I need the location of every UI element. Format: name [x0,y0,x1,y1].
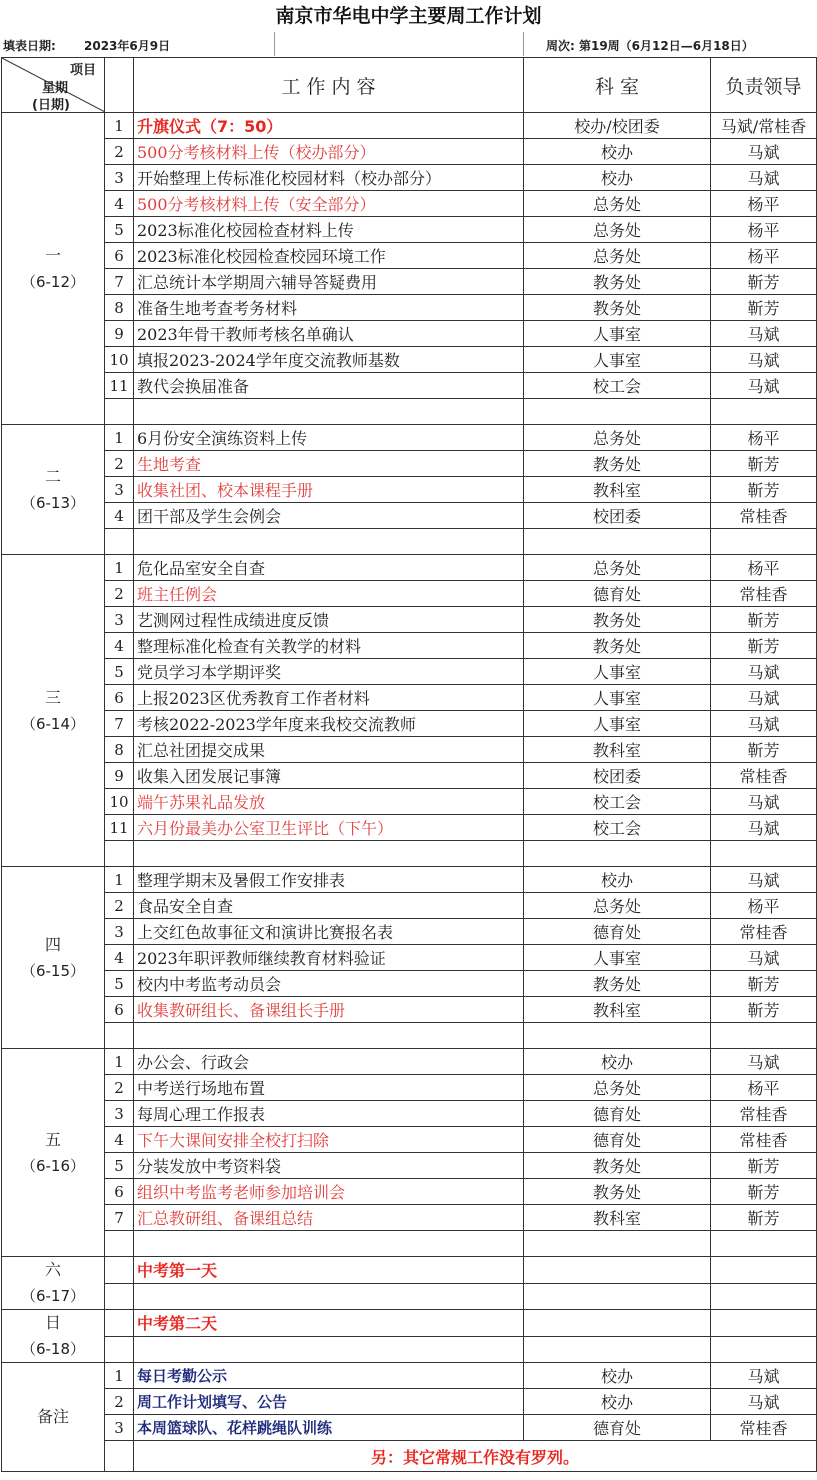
note-row [2,1363,817,1389]
header-row [2,58,817,113]
task-row [2,1049,817,1075]
task-number: 2 [105,139,134,165]
blank-row [2,1023,817,1049]
task-row [2,347,817,373]
task-number: 4 [105,1127,134,1153]
task-row [2,581,817,607]
task-content: 汇总教研组、备课组总结 [134,1205,524,1231]
info-divider [523,32,524,56]
task-dept: 教务处 [524,295,711,321]
task-row [2,945,817,971]
task-content: 收集教研组长、备课组长手册 [134,997,524,1023]
task-dept: 总务处 [524,893,711,919]
task-leader: 马斌 [711,815,817,841]
task-leader: 靳芳 [711,633,817,659]
task-row [2,919,817,945]
task-content: 500分考核材料上传（安全部分） [134,191,524,217]
task-row [2,1205,817,1231]
task-leader: 马斌 [711,373,817,399]
task-dept: 人事室 [524,685,711,711]
task-content: 办公会、行政会 [134,1049,524,1075]
task-number: 6 [105,997,134,1023]
day-date: （6-16） [20,1156,86,1175]
task-content: 校内中考监考动员会 [134,971,524,997]
task-number: 4 [105,191,134,217]
empty-cell [711,1283,817,1310]
task-number: 2 [105,451,134,477]
task-leader: 杨平 [711,191,817,217]
task-content: 食品安全自查 [134,893,524,919]
task-number: 1 [105,867,134,893]
day-date: （6-13） [20,493,86,512]
empty-cell [105,399,134,425]
task-leader: 杨平 [711,555,817,581]
task-row [2,477,817,503]
task-number: 9 [105,321,134,347]
task-dept: 校团委 [524,763,711,789]
footer-note: 另：其它常规工作没有罗列。 [134,1441,817,1472]
task-leader: 马斌 [711,867,817,893]
note-dept: 德育处 [524,1415,711,1441]
task-row [2,295,817,321]
task-row [2,971,817,997]
task-number: 5 [105,1153,134,1179]
weekend-task: 中考第二天 [134,1310,524,1337]
task-content: 考核2022-2023学年度来我校交流教师 [134,711,524,737]
task-row [2,685,817,711]
task-dept: 教科室 [524,737,711,763]
task-content: 教代会换届准备 [134,373,524,399]
task-row [2,1153,817,1179]
day-cell [2,555,105,867]
task-number: 2 [105,1075,134,1101]
empty-cell [711,529,817,555]
task-number: 5 [105,217,134,243]
corner-label-weekday: 星期 [42,81,69,96]
task-number: 6 [105,243,134,269]
task-content: 下午大课间安排全校打扫除 [134,1127,524,1153]
note-leader: 马斌 [711,1389,817,1415]
task-content: 分装发放中考资料袋 [134,1153,524,1179]
task-row [2,1179,817,1205]
task-content: 党员学习本学期评奖 [134,659,524,685]
task-row [2,269,817,295]
task-dept: 校工会 [524,373,711,399]
task-dept: 校办 [524,139,711,165]
task-dept: 教务处 [524,1153,711,1179]
header-dept: 科 室 [524,58,711,113]
note-leader: 马斌 [711,1363,817,1389]
blank-row [2,529,817,555]
day-cell [2,1257,105,1310]
task-dept: 德育处 [524,1101,711,1127]
task-content: 每周心理工作报表 [134,1101,524,1127]
weekend-task: 中考第一天 [134,1257,524,1284]
task-number: 2 [105,581,134,607]
task-row [2,737,817,763]
day-name: 四 [44,934,61,954]
task-dept: 德育处 [524,1127,711,1153]
task-dept: 校工会 [524,789,711,815]
header-corner-cell [2,58,105,113]
task-dept: 教务处 [524,451,711,477]
blank-row [2,1231,817,1257]
task-dept: 总务处 [524,217,711,243]
day-date: （6-12） [20,272,86,291]
task-leader: 马斌 [711,347,817,373]
task-row [2,607,817,633]
task-content: 收集社团、校本课程手册 [134,477,524,503]
task-row [2,633,817,659]
empty-cell [524,1023,711,1049]
empty-cell [524,529,711,555]
empty-cell [105,1336,134,1363]
task-content: 上报2023区优秀教育工作者材料 [134,685,524,711]
task-leader: 马斌 [711,1049,817,1075]
task-number: 5 [105,971,134,997]
empty-cell [524,1336,711,1363]
day-cell [2,867,105,1049]
task-leader: 靳芳 [711,997,817,1023]
task-row [2,659,817,685]
notes-label: 备注 [2,1363,105,1472]
weekend-row [2,1310,817,1337]
task-row [2,217,817,243]
task-number: 1 [105,555,134,581]
note-number: 2 [105,1389,134,1415]
task-number: 11 [105,373,134,399]
empty-cell [134,1283,524,1310]
task-content: 汇总社团提交成果 [134,737,524,763]
day-name: 二 [44,466,61,486]
task-row [2,555,817,581]
task-leader: 常桂香 [711,1101,817,1127]
task-row [2,113,817,139]
task-leader: 靳芳 [711,737,817,763]
task-dept: 教科室 [524,997,711,1023]
task-leader: 常桂香 [711,919,817,945]
task-content: 收集入团发展记事簿 [134,763,524,789]
task-number: 3 [105,607,134,633]
note-number: 1 [105,1363,134,1389]
task-row [2,321,817,347]
empty-cell [105,1023,134,1049]
task-number: 1 [105,425,134,451]
task-leader: 杨平 [711,217,817,243]
blank-row [2,1283,817,1310]
empty-cell [711,841,817,867]
task-row [2,893,817,919]
note-row [2,1415,817,1441]
task-dept: 总务处 [524,555,711,581]
task-row [2,243,817,269]
task-dept: 教务处 [524,607,711,633]
day-cell [2,1049,105,1257]
task-number: 9 [105,763,134,789]
day-name: 三 [44,687,61,707]
note-dept: 校办 [524,1363,711,1389]
task-leader: 靳芳 [711,477,817,503]
day-cell [2,1310,105,1363]
task-number: 8 [105,737,134,763]
task-dept: 校办 [524,1049,711,1075]
empty-cell [524,1257,711,1284]
task-content: 团干部及学生会例会 [134,503,524,529]
task-leader: 杨平 [711,425,817,451]
task-dept: 教务处 [524,971,711,997]
task-dept: 教科室 [524,477,711,503]
task-content: 汇总统计本学期周六辅导答疑费用 [134,269,524,295]
fill-date-label: 填表日期: [3,39,56,53]
task-dept: 校办 [524,165,711,191]
task-content: 整理学期末及暑假工作安排表 [134,867,524,893]
task-number: 6 [105,685,134,711]
task-row [2,789,817,815]
empty-cell [711,1336,817,1363]
task-number: 7 [105,1205,134,1231]
task-number: 7 [105,711,134,737]
weekend-row [2,1257,817,1284]
task-leader: 马斌 [711,711,817,737]
task-row [2,503,817,529]
day-date: （6-18） [20,1340,86,1358]
task-leader: 靳芳 [711,1179,817,1205]
empty-cell [524,1283,711,1310]
task-row [2,815,817,841]
task-dept: 德育处 [524,919,711,945]
empty-cell [711,1231,817,1257]
task-row [2,1127,817,1153]
blank-row [2,1336,817,1363]
task-number: 7 [105,269,134,295]
week-info: 周次: 第19周（6月12日—6月18日） [546,39,754,53]
task-content: 六月份最美办公室卫生评比（下午） [134,815,524,841]
task-leader: 杨平 [711,243,817,269]
task-leader: 靳芳 [711,269,817,295]
task-dept: 人事室 [524,347,711,373]
task-content: 上交红色故事征文和演讲比赛报名表 [134,919,524,945]
task-number: 10 [105,789,134,815]
task-number: 4 [105,633,134,659]
task-content: 中考送行场地布置 [134,1075,524,1101]
task-row [2,191,817,217]
day-date: （6-14） [20,714,86,733]
page-title: 南京市华电中学主要周工作计划 [275,5,542,27]
empty-cell [134,1336,524,1363]
task-leader: 杨平 [711,893,817,919]
note-content: 本周篮球队、花样跳绳队训练 [134,1415,524,1441]
task-dept: 总务处 [524,243,711,269]
task-content: 准备生地考查考务材料 [134,295,524,321]
note-content: 周工作计划填写、公告 [134,1389,524,1415]
empty-cell [711,1310,817,1337]
task-leader: 靳芳 [711,607,817,633]
note-row [2,1389,817,1415]
task-row [2,139,817,165]
corner-label-date: (日期) [32,98,70,113]
task-dept: 校办/校团委 [524,113,711,139]
task-content: 生地考查 [134,451,524,477]
info-divider [274,32,275,56]
header-num-cell [105,58,134,113]
task-dept: 校工会 [524,815,711,841]
empty-cell [105,1257,134,1284]
task-number: 6 [105,1179,134,1205]
task-dept: 校办 [524,867,711,893]
task-dept: 人事室 [524,711,711,737]
empty-cell [105,841,134,867]
task-leader: 常桂香 [711,1127,817,1153]
task-row [2,425,817,451]
work-plan-table [1,57,817,1472]
empty-cell [105,1283,134,1310]
task-leader: 常桂香 [711,581,817,607]
empty-cell [524,399,711,425]
empty-cell [134,399,524,425]
task-content: 艺测网过程性成绩进度反馈 [134,607,524,633]
task-number: 1 [105,113,134,139]
note-content: 每日考勤公示 [134,1363,524,1389]
note-number: 3 [105,1415,134,1441]
day-date: （6-15） [20,961,86,980]
task-dept: 人事室 [524,659,711,685]
empty-cell [134,1023,524,1049]
task-content: 端午苏果礼品发放 [134,789,524,815]
task-content: 组织中考监考老师参加培训会 [134,1179,524,1205]
task-leader: 靳芳 [711,1205,817,1231]
task-dept: 总务处 [524,1075,711,1101]
task-leader: 靳芳 [711,971,817,997]
task-row [2,1075,817,1101]
task-number: 11 [105,815,134,841]
empty-cell [134,529,524,555]
fill-date-value: 2023年6月9日 [84,39,171,53]
task-leader: 马斌 [711,945,817,971]
day-name: 六 [44,1260,61,1279]
task-dept: 教科室 [524,1205,711,1231]
task-number: 4 [105,503,134,529]
task-content: 班主任例会 [134,581,524,607]
task-row [2,763,817,789]
task-row [2,165,817,191]
empty-cell [711,399,817,425]
task-number: 1 [105,1049,134,1075]
task-leader: 杨平 [711,1075,817,1101]
task-leader: 马斌 [711,165,817,191]
task-dept: 人事室 [524,945,711,971]
task-leader: 常桂香 [711,503,817,529]
task-dept: 总务处 [524,425,711,451]
task-number: 10 [105,347,134,373]
task-number: 2 [105,893,134,919]
note-leader: 常桂香 [711,1415,817,1441]
day-name: 五 [44,1129,61,1149]
info-bar [0,32,817,56]
task-leader: 马斌 [711,139,817,165]
task-dept: 人事室 [524,321,711,347]
task-row [2,1101,817,1127]
task-content: 2023年职评教师继续教育材料验证 [134,945,524,971]
task-number: 5 [105,659,134,685]
task-dept: 教务处 [524,1179,711,1205]
task-content: 2023年骨干教师考核名单确认 [134,321,524,347]
empty-cell [711,1023,817,1049]
task-leader: 靳芳 [711,1153,817,1179]
day-name: 日 [44,1313,61,1332]
empty-cell [524,841,711,867]
task-leader: 常桂香 [711,763,817,789]
task-content: 填报2023-2024学年度交流教师基数 [134,347,524,373]
corner-label-item: 项目 [69,63,96,78]
footer-row [2,1441,817,1472]
task-row [2,997,817,1023]
task-number: 3 [105,919,134,945]
task-number: 3 [105,165,134,191]
empty-cell [711,1257,817,1284]
empty-cell [105,1231,134,1257]
task-dept: 校团委 [524,503,711,529]
task-row [2,711,817,737]
header-leader: 负责领导 [711,58,817,113]
task-content: 2023标准化校园检查校园环境工作 [134,243,524,269]
task-content: 危化品室安全自查 [134,555,524,581]
empty-cell [105,1441,134,1472]
empty-cell [134,841,524,867]
task-content: 整理标准化检查有关教学的材料 [134,633,524,659]
header-content: 工 作 内 容 [134,58,524,113]
empty-cell [524,1310,711,1337]
task-row [2,373,817,399]
task-leader: 靳芳 [711,295,817,321]
empty-cell [105,529,134,555]
task-content: 开始整理上传标准化校园材料（校办部分） [134,165,524,191]
day-cell [2,425,105,555]
task-number: 3 [105,1101,134,1127]
blank-row [2,841,817,867]
task-dept: 总务处 [524,191,711,217]
task-leader: 马斌 [711,789,817,815]
task-number: 8 [105,295,134,321]
task-content: 500分考核材料上传（校办部分） [134,139,524,165]
day-name: 一 [44,245,61,265]
task-content: 2023标准化校园检查材料上传 [134,217,524,243]
task-number: 3 [105,477,134,503]
task-number: 4 [105,945,134,971]
day-cell [2,113,105,425]
task-row [2,451,817,477]
note-dept: 校办 [524,1389,711,1415]
empty-cell [134,1231,524,1257]
empty-cell [524,1231,711,1257]
task-leader: 马斌 [711,321,817,347]
task-row [2,867,817,893]
task-leader: 马斌/常桂香 [711,113,817,139]
task-leader: 马斌 [711,685,817,711]
task-leader: 靳芳 [711,451,817,477]
blank-row [2,399,817,425]
task-content: 升旗仪式（7：50） [134,113,524,139]
empty-cell [105,1310,134,1337]
task-dept: 教务处 [524,633,711,659]
task-content: 6月份安全演练资料上传 [134,425,524,451]
task-dept: 德育处 [524,581,711,607]
task-leader: 马斌 [711,659,817,685]
day-date: （6-17） [20,1287,86,1305]
task-dept: 教务处 [524,269,711,295]
